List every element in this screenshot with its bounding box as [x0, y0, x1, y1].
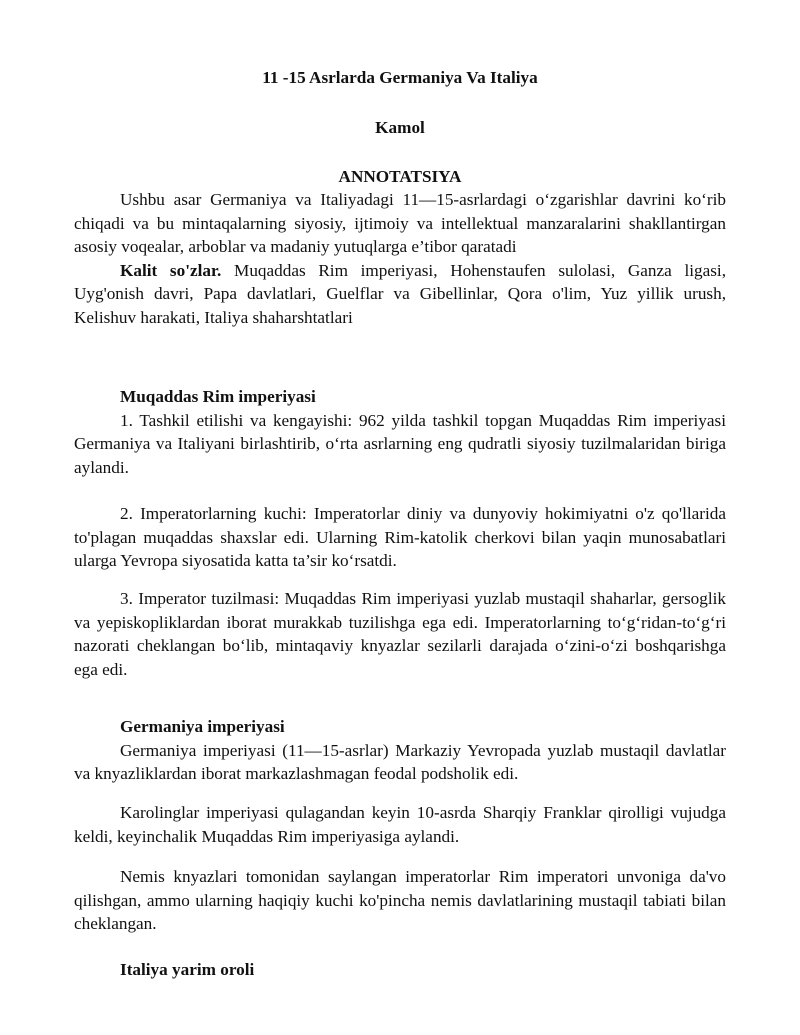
document-author: Kamol [375, 118, 425, 137]
section-paragraph: Nemis knyazlari tomonidan saylangan imperatorlar Rim imperatori unvoniga da'vo qilishgan, ammo ularning haqiqiy kuchi ko'pincha nemis davlatlarining mustaqil tabiati bilan cheklangan. [74, 867, 726, 933]
section-heading: Muqaddas Rim imperiyasi [120, 387, 316, 406]
annotation-heading: ANNOTATSIYA [338, 167, 462, 186]
section-paragraph: 1. Tashkil etilishi va kengayishi: 962 yilda tashkil topgan Muqaddas Rim imperiyasi Germaniya va Italiyani birlashtirib, o‘rta asrlarning eng qudratli siyosiy tuzilmalaridan biriga aylandi. [74, 410, 726, 477]
section-italian-peninsula [74, 958, 726, 982]
section-german-empire [74, 715, 726, 786]
annotation-paragraph: Ushbu asar Germaniya va Italiyadagi 11—15-asrlardagi o‘zgarishlar davrini ko‘rib chiqadi va bu mintaqalarning siyosiy, ijtimoiy va intellektual manzaralarini shakllantirgan asosiy voqealar, arboblar va madaniy yutuqlarga e’tibor qaratadi [74, 190, 726, 256]
keywords-text: Muqaddas Rim imperiyasi, Hohenstaufen sulolasi, Ganza ligasi, Uyg'onish davri, Papa davlatlari, Guelflar va Gibellinlar, Qora o'lim, Yuz yillik urush, Kelishuv harakati, Italiya shaharshtatlari [74, 260, 726, 327]
section-paragraph-block [74, 587, 726, 681]
section-paragraph: Karolinglar imperiyasi qulagandan keyin 10-asrda Sharqiy Franklar qirolligi vujudga keldi, keyinchalik Muqaddas Rim imperiyasiga aylandi. [74, 803, 726, 846]
document-title: 11 -15 Asrlarda Germaniya Va Italiya [262, 68, 538, 87]
keywords-label: Kalit so'zlar. [120, 260, 222, 280]
section-holy-roman-empire [74, 385, 726, 479]
section-paragraph-block [74, 801, 726, 848]
keywords-paragraph [74, 259, 726, 330]
section-paragraph: 2. Imperatorlarning kuchi: Imperatorlar diniy va dunyoviy hokimiyatni o'z qo'llarida to'plagan muqaddas shaxslar edi. Ularning Rim-katolik cherkovi bilan yaqin munosabatlari ularga Yevropa siyosatida katta ta’sir ko‘rsatdi. [74, 504, 726, 570]
section-heading: Italiya yarim oroli [120, 960, 255, 979]
section-paragraph-block [74, 502, 726, 573]
annotation-block [74, 188, 726, 329]
section-paragraph-block [74, 865, 726, 936]
section-heading: Germaniya imperiyasi [120, 717, 285, 736]
section-paragraph: 3. Imperator tuzilmasi: Muqaddas Rim imperiyasi yuzlab mustaqil shaharlar, gersoglik va yepiskopliklardan iborat murakkab tuzilishga ega edi. Imperatorlarning to‘g‘ridan-to‘g‘ri nazorati cheklangan bo‘lib, mintaqaviy knyazlar sezilarli darajada o‘zini-o‘zi boshqarishga ega edi. [74, 589, 726, 679]
section-paragraph: Germaniya imperiyasi (11—15-asrlar) Markaziy Yevropada yuzlab mustaqil davlatlar va knyazliklardan iborat markazlashmagan feodal podsholik edi. [74, 740, 726, 783]
